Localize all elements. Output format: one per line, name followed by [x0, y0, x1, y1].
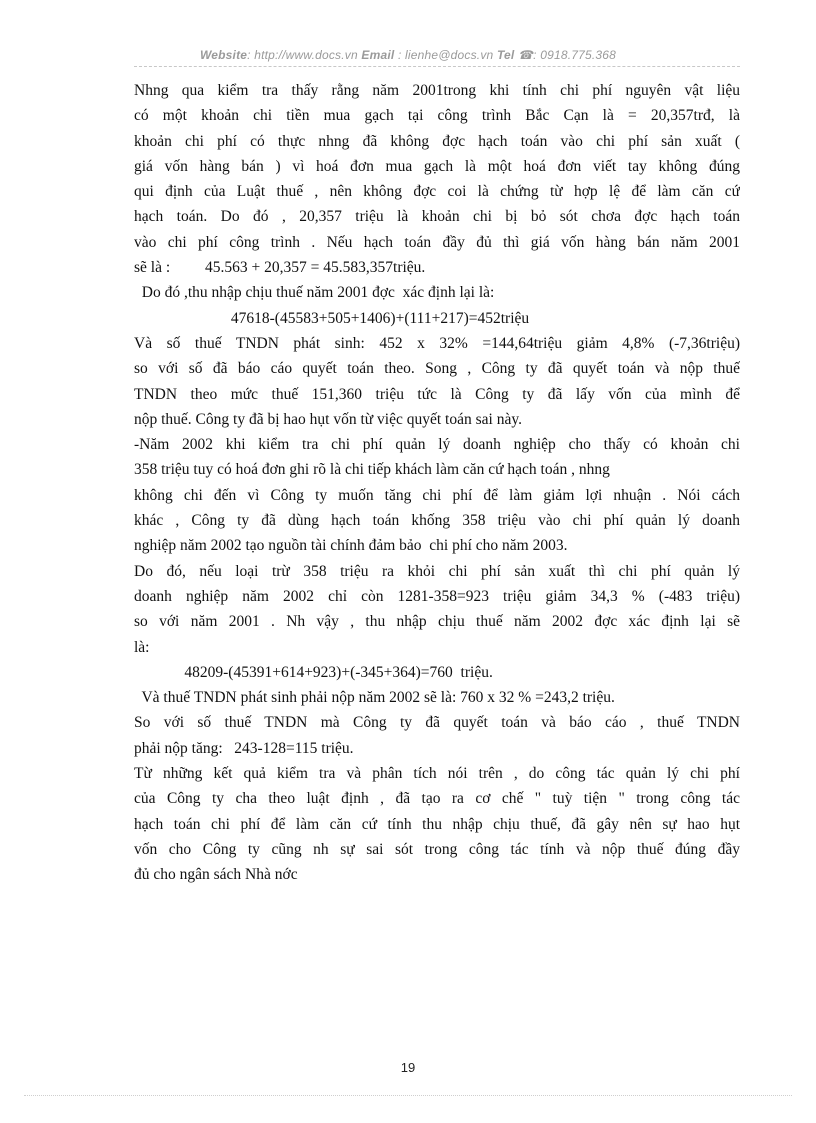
text-line: 47618-(45583+505+1406)+(111+217)=452triệu [134, 309, 530, 327]
text-line: đủ cho ngân sách Nhà nớc [134, 866, 298, 884]
page-number: 19 [400, 1060, 416, 1075]
text-line: Và số thuế TNDN phát sinh: 452 x 32% =144,64triệu giảm 4,8% (-7,36triệu) [134, 334, 740, 352]
text-line: TNDN theo mức thuế 151,360 triệu tức là Công ty đã lấy vốn của mình để [134, 385, 740, 403]
website-label: Website [199, 48, 248, 62]
text-line: sẽ là : 45.563 + 20,357 = 45.583,357triệu. [134, 259, 426, 277]
text-line: Do đó ,thu nhập chịu thuế năm 2001 đợc xác định lại là: [134, 284, 495, 302]
text-line: khác , Công ty đã dùng hạch toán khống 358 triệu vào chi phí quản lý doanh [134, 512, 740, 530]
email-value: : lienhe@docs.vn [397, 48, 494, 62]
text-line: so với năm 2001 . Nh vậy , thu nhập chịu thuế năm 2002 đợc xác định lại sẽ [134, 613, 740, 631]
text-line: -Năm 2002 khi kiểm tra chi phí quản lý doanh nghiệp cho thấy có khoản chi [134, 436, 740, 454]
text-line: Nhng qua kiểm tra thấy rằng năm 2001trong khi tính chi phí nguyên vật liệu [134, 82, 740, 99]
tel-value: ☎: 0918.775.368 [518, 48, 617, 62]
text-line: so với số đã báo cáo quyết toán theo. Song , Công ty đã quyết toán và nộp thuế [134, 360, 740, 378]
tel-label: Tel [496, 48, 515, 62]
text-line: hạch toán. Do đó , 20,357 triệu là khoản chi bị bỏ sót chơa đợc hạch toán [134, 208, 740, 226]
text-line: có một khoản chi tiền mua gạch tại công trình Bắc Cạn là = 20,357trđ, là [134, 107, 740, 125]
text-line: 358 triệu tuy có hoá đơn ghi rõ là chi tiếp khách làm căn cứ hạch toán , nhng [134, 461, 610, 479]
body-text [134, 78, 740, 888]
text-line: qui định của Luật thuế , nên không đợc coi là chứng từ hợp lệ để làm căn cứ [134, 183, 740, 201]
text-line: của Công ty cha theo luật định , đã tạo ra cơ chế " tuỳ tiện " trong công tác [134, 790, 740, 808]
text-line: nghiệp năm 2002 tạo nguồn tài chính đảm bảo chi phí cho năm 2003. [134, 537, 568, 555]
text-line: 48209-(45391+614+923)+(-345+364)=760 triệu. [134, 663, 493, 681]
footer-divider [24, 1095, 792, 1096]
header-divider [134, 66, 740, 67]
text-line: không chi đến vì Công ty muốn tăng chi phí để làm giảm lợi nhuận . Nói cách [134, 486, 740, 504]
text-line: khoản chi phí có thực nhng đã không đợc hạch toán vào chi phí sản xuất ( [134, 132, 740, 150]
text-line: vào chi phí công trình . Nếu hạch toán đầy đủ thì giá vốn hàng bán năm 2001 [134, 233, 740, 251]
text-line: Và thuế TNDN phát sinh phải nộp năm 2002 sẽ là: 760 x 32 % =243,2 triệu. [134, 689, 615, 707]
text-line: Do đó, nếu loại trừ 358 triệu ra khỏi chi phí sản xuất thì chi phí quản lý [134, 562, 740, 580]
text-line: hạch toán chi phí để làm căn cứ tính thu nhập chịu thuế, đã gây nên sự hao hụt [134, 815, 740, 833]
text-line: doanh nghiệp năm 2002 chỉ còn 1281-358=923 triệu giảm 34,3 % (-483 triệu) [134, 587, 740, 605]
text-line: Từ những kết quả kiểm tra và phân tích nói trên , do công tác quản lý chi phí [134, 765, 740, 783]
text-line: So với số thuế TNDN mà Công ty đã quyết toán và báo cáo , thuế TNDN [134, 714, 740, 732]
text-line: phải nộp tăng: 243-128=115 triệu. [134, 739, 354, 757]
email-label: Email [361, 48, 395, 62]
text-line: nộp thuế. Công ty đã bị hao hụt vốn từ việc quyết toán sai này. [134, 410, 522, 428]
page-header [0, 48, 816, 62]
text-line: vốn cho Công ty cũng nh sự sai sót trong công tác tính và nộp thuế đúng đầy [134, 840, 740, 858]
text-line: giá vốn hàng bán ) vì hoá đơn mua gạch là một hoá đơn viết tay không đúng [134, 157, 740, 175]
website-value: : http://www.docs.vn [247, 48, 358, 62]
text-line: là: [134, 638, 150, 656]
